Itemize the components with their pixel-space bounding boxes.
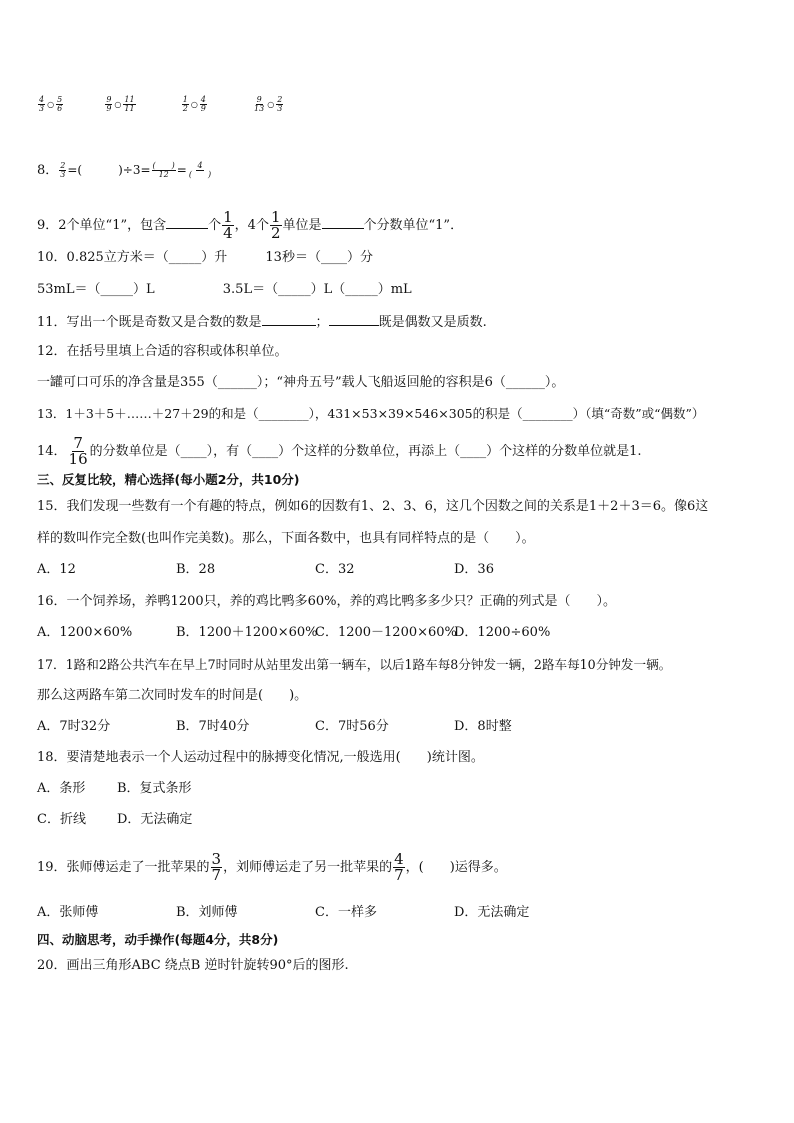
numerator: 1: [270, 208, 281, 226]
compare-circle[interactable]: ○: [267, 99, 275, 109]
option-d[interactable]: D．36: [454, 562, 494, 577]
question-text: ；: [315, 315, 329, 330]
numerator: 4: [200, 95, 206, 104]
numerator: 3: [211, 850, 222, 868]
denominator: 16: [68, 450, 88, 468]
answer-blank[interactable]: [329, 313, 379, 326]
numerator: 11: [124, 95, 135, 104]
numerator: 9: [106, 95, 112, 104]
question-17-line-2: 那么这两路车第二次同时发车的时间是( )。: [37, 688, 308, 703]
numerator-blank[interactable]: ( ): [152, 161, 175, 170]
option-a[interactable]: A．12: [37, 562, 76, 577]
option-c[interactable]: C．一样多: [315, 905, 377, 920]
question-14: [37, 436, 642, 467]
denominator: 13: [254, 104, 265, 113]
denominator: 9: [200, 104, 206, 113]
question-text: 9．2个单位“1”，包含: [37, 218, 167, 233]
denominator: 2: [270, 224, 281, 242]
option-a[interactable]: A．张师傅: [37, 905, 99, 920]
option-b[interactable]: B．刘师傅: [176, 905, 238, 920]
compare-item-3: [181, 97, 212, 112]
option-d[interactable]: D．1200÷60%: [454, 625, 551, 640]
numerator: 4: [394, 850, 404, 868]
denominator: 3: [60, 170, 66, 179]
question-text: 个分数单位“1”．: [363, 218, 464, 233]
numerator: 7: [73, 434, 83, 452]
question-12-line-1: 12．在括号里填上合适的容积或体积单位。: [37, 344, 288, 359]
answer-blank[interactable]: [166, 216, 208, 229]
answer-blank[interactable]: [322, 216, 364, 229]
question-text: 个: [208, 218, 222, 233]
option-c[interactable]: C．7时56分: [315, 719, 389, 734]
denominator: 4: [223, 224, 233, 242]
question-text: 的分数单位是（____），有（____）个这样的分数单位，再添上（____）个这样的分数单位就是1.: [89, 444, 642, 459]
compare-circle[interactable]: ○: [190, 99, 198, 109]
question-10-line-2: [37, 282, 412, 298]
question-15-line-2: 样的数叫作完全数(也叫作完美数)。那么，下面各数中，也具有同样特点的是（ ）。: [37, 531, 535, 546]
question-text: 19．张师傅运走了一批苹果的: [37, 860, 210, 875]
numerator: 1: [182, 95, 188, 104]
question-number: 14．: [37, 444, 67, 459]
question-text: 53mL＝（_____）L: [37, 282, 155, 297]
numerator: 5: [57, 95, 63, 104]
numerator: 2: [60, 161, 66, 170]
option-b[interactable]: B．7时40分: [176, 719, 250, 734]
option-d[interactable]: D．8时整: [454, 719, 512, 734]
denominator-blank[interactable]: ( ): [188, 170, 212, 179]
option-b[interactable]: B．28: [176, 562, 216, 577]
numerator: 4: [39, 95, 45, 104]
question-13: 13．1＋3＋5＋……＋27＋29的和是（________），431×53×39×546×305的积是（________）（填“奇数”或“偶数”）: [37, 406, 705, 421]
compare-item-4: [252, 97, 284, 112]
denominator: 3: [277, 104, 283, 113]
compare-circle[interactable]: ○: [47, 99, 55, 109]
denominator: 11: [124, 104, 135, 113]
option-a[interactable]: A．条形: [37, 781, 86, 796]
question-text: ，刘师傅运走了另一批苹果的: [223, 860, 393, 875]
section-4-title: 四、动脑思考，动手操作(每题4分，共8分): [37, 932, 279, 947]
denominator: 3: [39, 104, 45, 113]
equals-sign: =: [176, 163, 187, 177]
question-19: [37, 852, 507, 883]
question-10-line-1: [37, 250, 373, 266]
question-18: 18．要清楚地表示一个人运动过程中的脉搏变化情况,一般选用( )统计图。: [37, 750, 484, 765]
expression-text: =( )÷3=: [67, 163, 151, 177]
option-c[interactable]: C．1200－1200×60%: [315, 625, 457, 640]
option-a[interactable]: A．1200×60%: [37, 625, 133, 640]
question-text: 单位是: [282, 218, 322, 233]
option-c[interactable]: C．32: [315, 562, 355, 577]
denominator: 9: [106, 104, 112, 113]
question-text: 既是偶数又是质数.: [378, 315, 487, 330]
option-c[interactable]: C．折线: [37, 812, 86, 827]
denominator: 7: [211, 866, 222, 884]
question-8: [37, 162, 213, 179]
question-15-line-1: 15．我们发现一些数有一个有趣的特点，例如6的因数有1、2、3、6，这几个因数之间的关系是1＋2＋3＝6。像6这: [37, 499, 709, 514]
section-3-title: 三、反复比较，精心选择(每小题2分，共10分): [37, 472, 300, 487]
question-text: 13秒＝（____）分: [265, 250, 373, 265]
option-d[interactable]: D．无法确定: [454, 905, 530, 920]
numerator: 1: [223, 208, 233, 226]
option-a[interactable]: A．7时32分: [37, 719, 111, 734]
question-11: [37, 313, 487, 331]
denominator: 2: [182, 104, 188, 113]
compare-circle[interactable]: ○: [114, 99, 122, 109]
question-text: 11．写出一个既是奇数又是合数的数是: [37, 315, 262, 330]
denominator: 6: [57, 104, 63, 113]
numerator: 4: [197, 161, 203, 170]
question-9: [37, 210, 463, 241]
question-17-line-1: 17．1路和2路公共汽车在早上7时同时从站里发出第一辆车，以后1路车每8分钟发一辆，2路车每10分钟发一辆。: [37, 657, 672, 672]
question-16: 16．一个饲养场，养鸭1200只，养的鸡比鸭多60%，养的鸡比鸭多多少只？正确的列式是（ ）。: [37, 594, 617, 609]
question-20: 20．画出三角形ABC 绕点B 逆时针旋转90°后的图形.: [37, 958, 349, 973]
option-d[interactable]: D．无法确定: [117, 812, 193, 827]
compare-item-2: [104, 97, 140, 112]
option-b[interactable]: B．复式条形: [117, 781, 192, 796]
numerator: 2: [277, 95, 283, 104]
compare-item-1: [37, 97, 68, 112]
question-text: ，4个: [234, 218, 269, 233]
question-text: ，( )运得多。: [405, 860, 507, 875]
denominator: 7: [394, 866, 404, 884]
question-number: 8．: [37, 163, 59, 178]
answer-blank[interactable]: [262, 313, 316, 326]
fraction-compare-row: [37, 96, 284, 113]
question-12-line-2: 一罐可口可乐的净含量是355（______）；“神舟五号”载人飞船返回舱的容积是6（______）。: [37, 375, 565, 390]
numerator: 9: [256, 95, 262, 104]
option-b[interactable]: B．1200＋1200×60%: [176, 625, 318, 640]
question-text: 10．0.825立方米＝（_____）升: [37, 250, 228, 265]
denominator: 12: [158, 170, 169, 179]
question-text: 3.5L＝（_____）L（_____）mL: [222, 282, 412, 297]
